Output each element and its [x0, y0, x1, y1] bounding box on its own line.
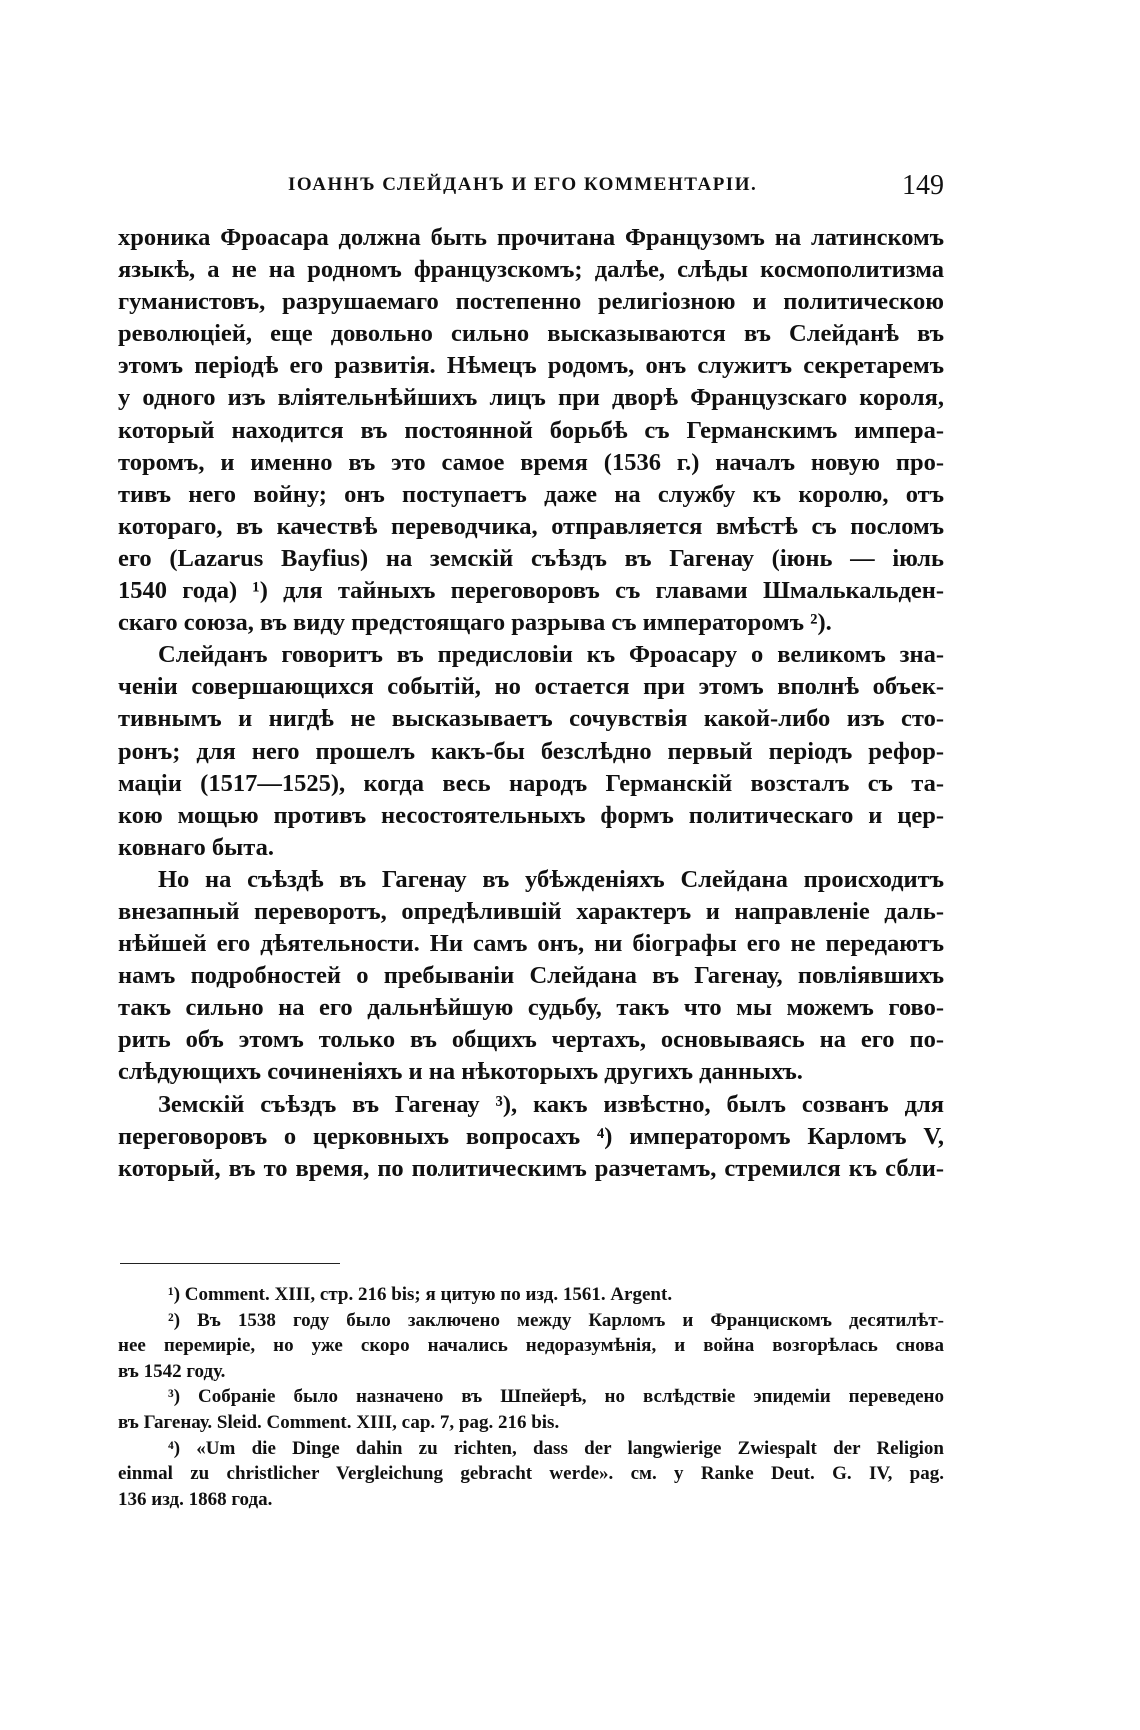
body-line: Слейданъ говоритъ въ предисловіи къ Фроасару о великомъ зна- [158, 641, 944, 669]
body-line: языкѣ, а не на родномъ французскомъ; далѣе, слѣды космополитизма [118, 256, 944, 284]
body-line: такъ сильно на его дальнѣйшую судьбу, такъ что мы можемъ гово- [118, 994, 944, 1022]
body-line: намъ подробностей о пребываніи Слейдана въ Гагенау, повліявшихъ [118, 962, 944, 990]
footnote-line: въ 1542 году. [118, 1360, 226, 1382]
body-line: 1540 года) ¹) для тайныхъ переговоровъ съ главами Шмалькальден- [118, 577, 944, 605]
body-line: Но на съѣздѣ въ Гагенау въ убѣжденіяхъ Слейдана происходитъ [158, 865, 944, 893]
footnote-line: въ Гагенау. Sleid. Comment. XIII, сар. 7, pag. 216 bis. [118, 1411, 560, 1433]
body-line: скаго союза, въ виду предстоящаго разрыва съ императоромъ ²). [118, 609, 832, 637]
body-line: Земскій съѣздъ въ Гагенау ³), какъ извѣстно, былъ созванъ для [158, 1090, 944, 1118]
body-line: который находится въ постоянной борьбѣ съ Германскимъ импера- [118, 416, 944, 444]
footnotes [118, 1282, 944, 1512]
page-number: 149 [902, 170, 944, 201]
body-line: внезапный переворотъ, опредѣлившій характеръ и направленіе даль- [118, 897, 944, 925]
body-line: ченіи совершающихся событій, но остается при этомъ вполнѣ объек- [118, 673, 944, 701]
footnote-divider [120, 1263, 340, 1264]
body-line: тивъ него войну; онъ поступаетъ даже на службу къ королю, отъ [118, 480, 944, 508]
body-line: нѣйшей его дѣятельности. Ни самъ онъ, ни біографы его не передаютъ [118, 930, 944, 958]
running-head [118, 170, 944, 210]
footnote-line: ²) Въ 1538 году было заключено между Карломъ и Францискомъ десятилѣт- [168, 1309, 944, 1331]
body-line: торомъ, и именно въ это самое время (1536 г.) началъ новую про- [118, 448, 944, 476]
body-line: ронъ; для него прошелъ какъ-бы безслѣдно первый періодъ рефор- [118, 737, 944, 765]
body-line: тивнымъ и нигдѣ не высказываетъ сочувствія какой-либо изъ сто- [118, 705, 944, 733]
body-line: его (Lazarus Bayfius) на земскій съѣздъ въ Гагенау (іюнь — іюль [118, 544, 944, 572]
body-line: который, въ то время, по политическимъ разчетамъ, стремился къ сбли- [118, 1154, 944, 1182]
body-line: революціей, еще довольно сильно высказываются въ Слейданѣ въ [118, 320, 944, 348]
footnote-line: нее перемиріе, но уже скоро начались недоразумѣнія, и война возгорѣлась снова [118, 1335, 944, 1357]
footnote-line: ¹) Comment. XIII, стр. 216 bis; я цитую по изд. 1561. Argent. [168, 1284, 673, 1305]
footnote-line: ⁴) «Um die Dinge dahin zu richten, dass der langwierige Zwiespalt der Religion [168, 1437, 944, 1459]
body-line: рить объ этомъ только въ общихъ чертахъ, основываясь на его по- [118, 1026, 944, 1054]
body-line: кою мощью противъ несостоятельныхъ формъ политическаго и цер- [118, 801, 944, 829]
body-line: гуманистовъ, разрушаемаго постепенно религіозною и политическою [118, 288, 944, 316]
body-line: этомъ періодѣ его развитія. Нѣмецъ родомъ, онъ служитъ секретаремъ [118, 352, 944, 380]
footnote-line: einmal zu christlicher Vergleichung gebracht werde». см. у Ranke Deut. G. IV, pag. [118, 1463, 944, 1485]
body-line: переговоровъ о церковныхъ вопросахъ ⁴) императоромъ Карломъ V, [118, 1122, 944, 1150]
body-text [118, 222, 944, 1185]
body-line: хроника Фроасара должна быть прочитана Французомъ на латинскомъ [118, 224, 944, 251]
footnote-line: 136 изд. 1868 года. [118, 1488, 273, 1510]
body-line: у одного изъ вліятельнѣйшихъ лицъ при дворѣ Французскаго короля, [118, 384, 944, 412]
footnote-line: ³) Собраніе было назначено въ Шпейерѣ, но вслѣдствіе эпидеміи переведено [168, 1386, 944, 1408]
body-line: котораго, въ качествѣ переводчика, отправляется вмѣстѣ съ посломъ [118, 512, 944, 540]
body-line: маціи (1517—1525), когда весь народъ Германскій возсталъ съ та- [118, 769, 944, 797]
body-line: слѣдующихъ сочиненіяхъ и на нѣкоторыхъ другихъ данныхъ. [118, 1058, 803, 1086]
running-title: IОАННЪ СЛЕЙДАНЪ И ЕГО КОММЕНТАРІИ. [288, 174, 758, 195]
body-line: ковнаго быта. [118, 833, 275, 861]
